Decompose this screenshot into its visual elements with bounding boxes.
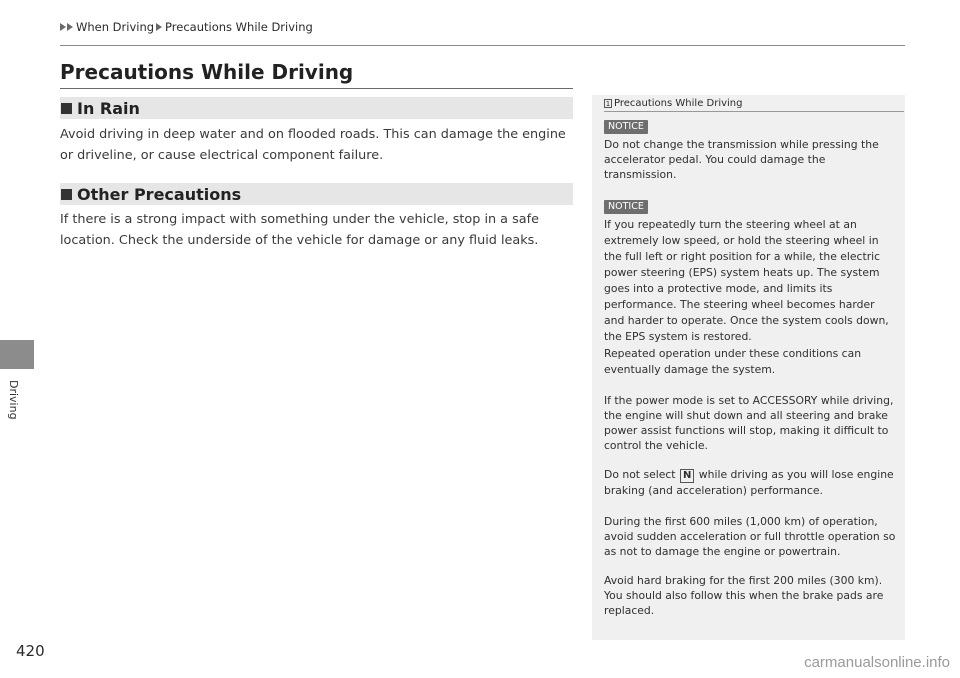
paragraph-in-rain: Avoid driving in deep water and on flooded roads. This can damage the engine or driveline, or cause electrical component failure. [60,127,566,163]
breadcrumb [60,20,313,34]
notice-steering-damage-text: Repeated operation under these conditions can eventually damage the system. [604,347,862,376]
neutral-key-icon: N [680,469,694,483]
notice-badge: NOTICE [604,120,648,134]
chevron-right-icon [156,23,162,31]
title-divider [60,88,573,89]
precautions-sidebar [592,95,905,640]
breadcrumb-item-when-driving[interactable]: When Driving [76,20,155,34]
sidebar-title: Precautions While Driving [614,98,743,109]
break-in-paragraph: During the first 600 miles (1,000 km) of operation, avoid sudden acceleration or full throttle operation so as not to damage the engine or powertrain. [604,515,896,558]
page-title: Precautions While Driving [60,60,354,84]
sidebar-divider [604,111,904,112]
braking-paragraph: Avoid hard braking for the first 200 miles (300 km). You should also follow this when the brake pads are replaced. [604,574,884,617]
section-square-icon [61,103,72,114]
breadcrumb-item-precautions[interactable]: Precautions While Driving [165,20,313,34]
notice-badge: NOTICE [604,200,648,214]
chevron-right-icon [67,23,73,31]
notice-transmission-text: Do not change the transmission while pressing the accelerator pedal. You could damage the transmission. [604,138,879,181]
section-square-icon [61,189,72,200]
reference-number-icon: 1 [605,100,611,108]
section-title: In Rain [77,98,140,118]
watermark: carmanualsonline.info [804,654,950,671]
accessory-mode-paragraph: If the power mode is set to ACCESSORY while driving, the engine will shut down and all steering and brake power assist functions will stop, making it difficult to control the vehicle. [604,394,894,452]
section-header-other-precautions [60,183,573,205]
chapter-tab [0,340,34,369]
notice-steering-text: If you repeatedly turn the steering wheel at an extremely low speed, or hold the steering wheel in the full left or right position for a while, the electric power steering (EPS) system heats up. The system goes into a protective mode, and limits its performance. The steering wheel becomes harder and harder to operate. Once the system cools down, the EPS system is restored. [604,218,889,343]
chevron-right-icon [60,23,66,31]
page-number: 420 [16,642,45,660]
section-title: Other Precautions [77,184,242,204]
chapter-label: Driving [7,380,20,420]
neutral-paragraph: Do not select N while driving as you will lose engine braking (and acceleration) performance. [604,468,894,497]
header-divider [60,45,905,46]
sidebar-heading [604,98,743,109]
paragraph-other-precautions: If there is a strong impact with something under the vehicle, stop in a safe location. Check the underside of the vehicle for damage or any fluid leaks. [60,212,539,248]
section-header-in-rain [60,97,573,119]
